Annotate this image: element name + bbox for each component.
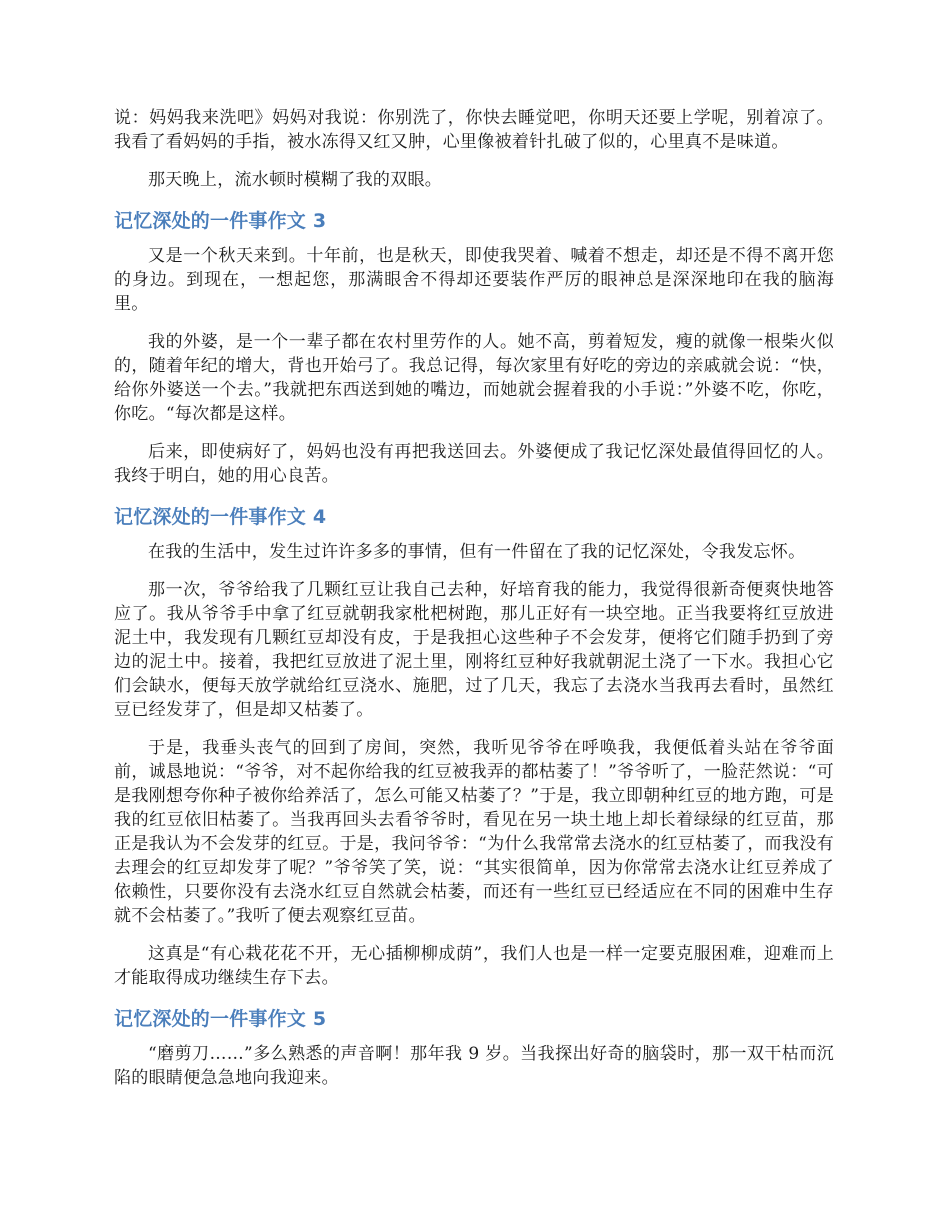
section4-paragraph-2: 那一次，爷爷给我了几颗红豆让我自己去种，好培育我的能力，我觉得很新奇便爽快地答应了。我从爷爷手中拿了红豆就朝我家枇杷树跑，那儿正好有一块空地。正当我要将红豆放进泥土中，我发现有几颗红豆却没有皮，于是我担心这些种子不会发芽，便将它们随手扔到了旁边的泥土中。接着，我把红豆放进了泥土里，刚将红豆种好我就朝泥土浇了一下水。我担心它们会缺水，便每天放学就给红豆浇水、施肥，过了几天，我忘了去浇水当我再去看时，虽然红豆已经发芽了，但是却又枯萎了。 bbox=[114, 580, 834, 720]
section5-paragraph-1: “磨剪刀……”多么熟悉的声音啊！那年我 9 岁。当我探出好奇的脑袋时，那一双干枯而沉陷的眼睛便急急地向我迎来。 bbox=[114, 1044, 834, 1088]
section4-paragraph-3: 于是，我垂头丧气的回到了房间，突然，我听见爷爷在呼唤我，我便低着头站在爷爷面前，诚恳地说：“爷爷，对不起你给我的红豆被我弄的都枯萎了！”爷爷听了，一脸茫然说：“可是我刚想夸你种子被你给养活了，怎么可能又枯萎了？”于是，我立即朝种红豆的地方跑，可是我的红豆依旧枯萎了。当我再回头去看爷爷时，看见在另一块土地上却长着绿绿的红豆苗，那正是我认为不会发芽的红豆。于是，我问爷爷：“为什么我常常去浇水的红豆枯萎了，而我没有去理会的红豆却发芽了呢？”爷爷笑了笑，说：“其实很简单，因为你常常去浇水让红豆养成了依赖性，只要你没有去浇水红豆自然就会枯萎，而还有一些红豆已经适应在不同的困难中生存就不会枯萎了。”我听了便去观察红豆苗。 bbox=[114, 738, 834, 926]
section4-paragraph-4: 这真是“有心栽花花不开，无心插柳柳成荫”，我们人也是一样一定要克服困难，迎难而上才能取得成功继续生存下去。 bbox=[114, 944, 834, 988]
section3-paragraph-3: 后来，即使病好了，妈妈也没有再把我送回去。外婆便成了我记忆深处最值得回忆的人。我终于明白，她的用心良苦。 bbox=[114, 442, 834, 486]
section-heading-3: 记忆深处的一件事作文 3 bbox=[114, 210, 327, 232]
section4-paragraph-1: 在我的生活中，发生过许许多多的事情，但有一件留在了我的记忆深处，令我发忘怀。 bbox=[148, 542, 806, 562]
paragraph-intro-1: 说：妈妈我来洗吧》妈妈对我说：你别洗了，你快去睡觉吧，你明天还要上学呢，别着凉了。我看了看妈妈的手指，被水冻得又红又肿，心里像被着针扎破了似的，心里真不是味道。 bbox=[114, 108, 834, 152]
section3-paragraph-2: 我的外婆，是一个一辈子都在农村里劳作的人。她不高，剪着短发，瘦的就像一根柴火似的，随着年纪的增大，背也开始弓了。我总记得，每次家里有好吃的旁边的亲戚就会说：“快，给你外婆送一个去。”我就把东西送到她的嘴边，而她就会握着我的小手说：”外婆不吃，你吃，你吃。“每次都是这样。 bbox=[114, 332, 834, 424]
paragraph-intro-2: 那天晚上，流水顿时模糊了我的双眼。 bbox=[148, 170, 443, 190]
section-heading-5: 记忆深处的一件事作文 5 bbox=[114, 1008, 327, 1030]
section-heading-4: 记忆深处的一件事作文 4 bbox=[114, 506, 327, 528]
section3-paragraph-1: 又是一个秋天来到。十年前，也是秋天，即使我哭着、喊着不想走，却还是不得不离开您的身边。到现在，一想起您，那满眼舍不得却还要装作严厉的眼神总是深深地印在我的脑海里。 bbox=[114, 246, 834, 314]
